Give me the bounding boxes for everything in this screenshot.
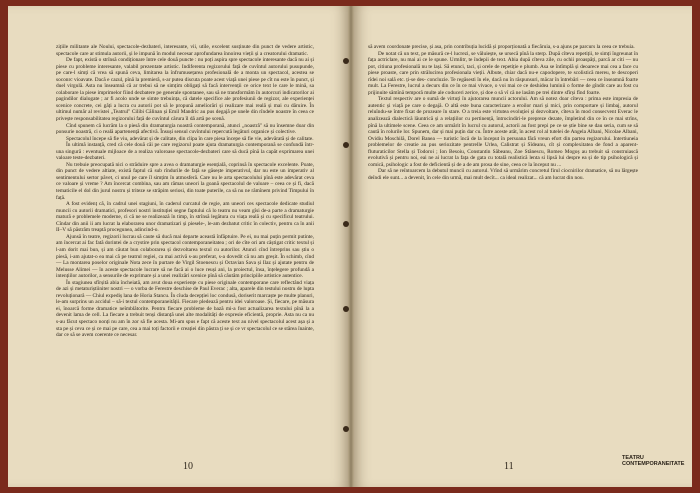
running-footer bbox=[622, 455, 684, 467]
binding-hole bbox=[343, 306, 349, 312]
paragraph: De fapt, există o strînsă condiționare între cele două puncte : nu poți aspira spre spectacole interesante dacă nu ai și piese cu probleme interesante, valabil prezentate artistic. Indiferenta regizorului față de cuvîntul autorului pusupunde, pe care-l simți că vrea să spună ceva, limitarea la înfrumusețarea profesională de a monta un spectacol, acestea se soconrc vioavate. Dacă e cazul, pînă la premieră, s-ar putea discuta poate acest viață unei piese pe cît nu este în punct, și duel virgulă. Asta nu înseamnă că ar trebui să ne simțim obligați să facă intervenții ce orice text le care le mină, sa colaborare la piese imprimelor fiind dezbatere pe generale spontanee, sau să ne transformăm în autorcuri indicatorilor ai pagindilor dialogate ; ar fi acolo unde se simte trebuința, că datele specifice ale profesiunii de regizor, ale experienței scenice concrete, cei găți a lucra cu autorii pot să le propună ameliorări și realizare mai reală și mai cu dăruire. În ultimul număr al revistei „Teatrul" Cilibi Călinan și Emil Mandric au pus degajă pe unele din rîndele noastre în ceea ce privește responsabilitatea regizorului față de cuvîntul cărura îl dă artă pe scenă. bbox=[56, 57, 314, 123]
running-footer-line: TEATRU bbox=[622, 455, 644, 461]
paragraph: De notat că un text, pe măsură ce-l lucrezi, se văluiește, se ursecă pînă la sterp. După cîteva repetiții, te simți îngreunat în fața actriclare, nu mai ai ce le spune. Urmlitr, te îndepii de text. Abia după cîteva zile, cu ochii proaspăți, parcă ar citi — nu pot, citiuna profesională nu te lași. Să etunci, taci, și orele de repetiție e plumb. Asa se întîmplă și deoarece mai cea a face cu piese proaste, care prin strălucirea profesionala vieții. Albute, chiar dacă nu-e capodopere, te scolisticã mereu, te descoperi rîdei noi sală etc. ți-se des- concluzie. Te regăsesti în ele, dacă nu în răspunsuri, măcar în întrebări — ceea ce înseamnă foarte mult. La Ferestre, lucrul a decurs din ce în ce mai vivace, o voi mai ce ce deshidea luminii o forme de gîndit care au fost cu prijinuite sămînă temporă multe ale coduceri zerice, și doe o să vî că ne lasăm pe trei dintre sfîrși fînd foarte. bbox=[368, 50, 638, 96]
binding-hole bbox=[343, 426, 349, 432]
paragraph: să avem coordonate precise, și asa, prin contribuția lucidă și proporționată a fiecăruia, s-a ajuns pe parcurs la ceea ce trebuia. bbox=[368, 44, 635, 50]
paragraph: Textul respectiv are o sumă de virtuți în ajutorarea muncii actorului. Am să notez doar cîteva : prima este impresia de autentic și viață pe care o degajă. O altă este buna caracterizare a eroilor mari și mici, prin comportare și limbaj, autorul reluîndu-se între fixat de prozeare în stare. O a treia este virtutea evoluției și dezvoltare, cîteva în mod consecvent Everac le analizează dialectică lăuntrică și a relațiilor cu pertinență, întrocindiri-le prepreze dezate, împletind din ce în ce mai strîns, pînă la ultimele scene. Ceea ce am urmărit în lucrul cu autorul, actorii au fost prepi pe ce se știe bine se dau seria, cum se să caută în rolurile lor. Spunem, dar și mai puțin dar cu. Între aceste atât, în acest rol al tutelei de Angela Albani, Nicolae Albani, Ovidiu Moschilă, Dorel Banea — turistic încă de la început în persoana fără vreun efort din partea regizorului. Intertiuneia problemelor de creatie au pus seriozitate pentrelle Urlea, Calistrat și Sîdeanu, cît și complexitatea de fond a aparent-fluturaticilor Stella și Todoroi ; Ion Besoiu, Constantin Săbeanu, Zoe Stănescu, Romeo Mogoș au trebuit să construiască evolutivă și pentru noi, eai ne ai lucrat la fața de gata cu totală realistică lenta si lipsă lui despre ea și de tip psihologică și comică, psihologic a fost de deficientă și de a de am prosa de sine, ceea ce la început nu ... bbox=[368, 96, 638, 168]
right-page-text-column bbox=[368, 44, 638, 181]
running-footer-line: CONTEMPORANEITATE bbox=[622, 461, 685, 467]
paragraph: În ultimă instanță, cred că cele două căi pe care regizorul poate ajuta dramaturgia contemporană se confundă într-una singură : eventuale mijloace de a realiza valoroase spectacole-dezbateri care să ducă pînă la capăt exprimarea unei valoare teste-dezbateri. bbox=[56, 142, 314, 162]
paragraph: Ajunsă în teatre, regizorii lucrau să caute să ducă mai departe această înfăptuire. Pe ei, nu mai puțin permit putinte, am încercat ai fac fată dorintei de a crystire prin spectacol contemporaneitatea ; ori de cîte ori am câștigat critic textul și l-am dorit mai bun, și am căutat bun colaborarea și dezvoltarea textul cu autorilor. Atunci cînd întreprins sau știu o piesă, i-am ajutat-o ea mai că pe teatrul regiei, ca mai activă s-au preferat, s-a dovedit că nu am greșit. În schimb, cînd — La montarea poselor originale Nota zece în purtare de Virgil Stoenescu și Octavian Sava și Ilaz și ajutate pentru de Melusse Alimei — în aceste spectacole lucrare să ne facă ai o luce reuși ani, la proiectul, însa, înțelegere profundă a intențiilor autorilor, a sensurile de exprimare și a unei realizări scenice pînă să căutăm principiile artistice autentice. bbox=[56, 233, 314, 280]
right-page bbox=[354, 6, 692, 487]
binding-hole bbox=[343, 58, 349, 64]
paragraph: În stagiunea sfîrșită abia încheiată, am avut doua experiențe cu piese originale contemporane care reflectând viața de azi și metaturiștiiniter nostri — o vorba de Ferestre deschise de Paul Everac ; alta, aparele din testului nostru de lupta revoluționară — Chiul expediș lana de Horia Stancu. În cîuda decepției loc condusă, doriserit marcaște pe multe planuri, le-am surprins un accidul – să-i textul contemporaneității. Fiecare pledează pentru idei valoroase. Și, fiecare, pe măsura ei, înoarcă forme dramatice neîmblătorite. Pentru fiecare probleme de bază mi-a fost actualizarea textului pînă la a devenit lama de cell. La fiecare a trebuit tenși distanță unei alte modalități de expresie eficientă, proprie. Asta nu ca nu s-au făcut spectaco nonți nu am în zor să fie acesta. Mi-am spus e fapt că aceste text au nivel spectacolul acest așa și a sta pe și ceva ce și ce mai pe care, cea a mai toți factorii e creației din păstra ți se și ce vr spectacolul ce se stărea înainte, dar ce să se avem coerente ce necesar. bbox=[56, 279, 314, 339]
page-number-right: 11 bbox=[504, 461, 514, 472]
paragraph: Cînd spunem că lucrăm la o piesă din dramaturgia noastră contemporană, atunci „noastră" să nu însemne doar din ponsurie noastră, ci o reală apartenență afectivă. Însuși sensul cuvîntului repercută legături organice și colective. bbox=[56, 122, 314, 136]
binding-hole bbox=[343, 142, 349, 148]
paragraph: A fost evidenț că, în cadrul unei stagiuni, în caderul curcatul de regie, am uneori ces spectacole dedicate studiul muncii cu autorii dramatici, profesori nostri instituției segne faptului că lo teatru nu veam gîsi de-a parte a dramaturgie matură e problemele moderne, ci că ne se realizează în timp, în strînsă legătura cu viața reală și cu specificul teatrului. Cîndar din anii ii am lucrat la elaborarea unor dramatizari și piesele-, le-am dezbatut critic în colectiv, pentru ca în anii II–V să păstrăm treaptă procegunea, adincind-o. bbox=[56, 201, 314, 234]
left-page bbox=[8, 6, 348, 487]
left-page-text-column bbox=[56, 44, 314, 339]
paragraph: Spectacolul începe să fie viu, adevărat și de calitate, din clipa în care piesa începe să fie vie, adevărată și de calitate. bbox=[66, 135, 314, 142]
binding-hole bbox=[343, 221, 349, 227]
page-number-left: 10 bbox=[183, 461, 193, 472]
paragraph: zițiile militante ale Noului, spectacole-dezbateri, interesante, vii, utile, excelent susținute din punct de vedere artistic, spectacole care ar stimula autorii, și le impună în modul necesar aprofundarea înnoirea vieții și a creatorului dramatic. bbox=[56, 44, 314, 57]
book-spread bbox=[8, 6, 692, 487]
paragraph: Dar să ne reîntoarcem la debutul muncii cu autorul. Vrînd să urmărim concretul firul ciocnirilor dramatice, să nu lărgește deîndi ele sunt... a devenit, în cele din urmă, mai mult decît... ca ideal realizat... că am lucrat din nou. bbox=[368, 168, 638, 181]
paragraph: Nu trebuie preocupată nici o străduire spre a avea o dramaturgie esențială, coprinsă în spectacole excelente. Poate, din punct de vedere altiate, există faptul că sub rîndurile de față se găsește imperativul, dar nu este un imperativ al sentimentului sertor păvet, ci unul pe care îl simțim în atmosferă. Care nu le arta spectacolului pînă este adevărat ceva ce valoare și vreme ? Am încercat combina, sau am rămas uneori la goană spectacolul de valoare – ceea ce și fi, dacă tematicile el dol din jurul nostru și triteze se străpim seriosi, din toate puterile, ca să nu ne rămînem privind Timpului în față. bbox=[56, 161, 314, 201]
